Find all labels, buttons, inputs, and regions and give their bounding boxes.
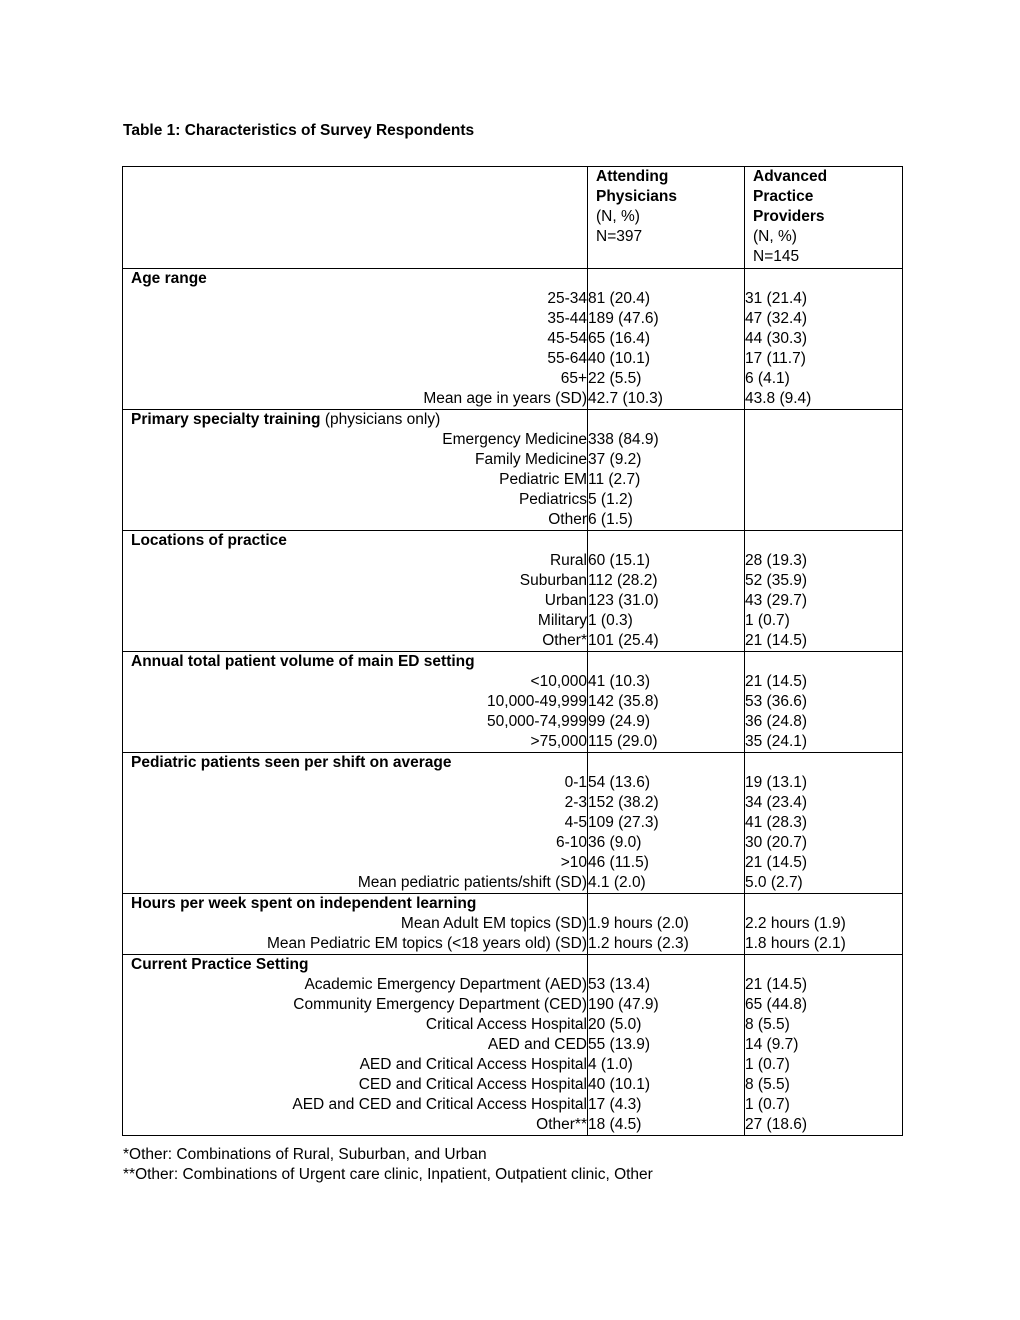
row-label: 25-34 [123, 289, 588, 309]
header-line: N=397 [596, 228, 643, 245]
advanced-practice-providers-value: 28 (19.3) [745, 551, 903, 571]
attending-physicians-value: 53 (13.4) [588, 975, 745, 995]
table-row [123, 1115, 903, 1136]
attending-physicians-value: 40 (10.1) [588, 349, 745, 369]
table-row [123, 470, 903, 490]
advanced-practice-providers-value: 34 (23.4) [745, 793, 903, 813]
advanced-practice-providers-value: 43 (29.7) [745, 591, 903, 611]
advanced-practice-providers-value: 65 (44.8) [745, 995, 903, 1015]
row-label: >10 [123, 853, 588, 873]
attending-physicians-value: 60 (15.1) [588, 551, 745, 571]
row-label: Rural [123, 551, 588, 571]
row-label: Mean age in years (SD) [123, 389, 588, 410]
section-title-cell [123, 955, 588, 976]
row-label: Mean Adult EM topics (SD) [123, 914, 588, 934]
header-attending-physicians [588, 167, 745, 269]
attending-physicians-value: 112 (28.2) [588, 571, 745, 591]
attending-physicians-value: 17 (4.3) [588, 1095, 745, 1115]
section-title-cell [123, 894, 588, 915]
table-row [123, 289, 903, 309]
advanced-practice-providers-value [745, 450, 903, 470]
section-title-text: Age range [131, 270, 207, 287]
empty-cell [745, 894, 903, 915]
advanced-practice-providers-value: 43.8 (9.4) [745, 389, 903, 410]
attending-physicians-value: 55 (13.9) [588, 1035, 745, 1055]
advanced-practice-providers-value: 21 (14.5) [745, 975, 903, 995]
empty-cell [588, 269, 745, 290]
row-label: Other [123, 510, 588, 531]
table-row [123, 712, 903, 732]
table-row [123, 773, 903, 793]
advanced-practice-providers-value: 14 (9.7) [745, 1035, 903, 1055]
advanced-practice-providers-value: 8 (5.5) [745, 1075, 903, 1095]
attending-physicians-value: 36 (9.0) [588, 833, 745, 853]
section-title-cell [123, 652, 588, 673]
section-title [123, 531, 587, 551]
attending-physicians-value: 338 (84.9) [588, 430, 745, 450]
header-line: N=145 [753, 248, 800, 265]
advanced-practice-providers-value: 27 (18.6) [745, 1115, 903, 1136]
attending-physicians-value: 5 (1.2) [588, 490, 745, 510]
row-label: Mean pediatric patients/shift (SD) [123, 873, 588, 894]
empty-cell [745, 531, 903, 552]
section-title-suffix: (physicians only) [320, 411, 441, 428]
table-row [123, 672, 903, 692]
advanced-practice-providers-value: 8 (5.5) [745, 1015, 903, 1035]
table-title: Table 1: Characteristics of Survey Respondents [123, 122, 475, 139]
section-title-row [123, 894, 903, 915]
advanced-practice-providers-value [745, 490, 903, 510]
advanced-practice-providers-value: 5.0 (2.7) [745, 873, 903, 894]
section-title-cell [123, 410, 588, 431]
attending-physicians-value: 11 (2.7) [588, 470, 745, 490]
row-label: 45-54 [123, 329, 588, 349]
table-row [123, 934, 903, 955]
empty-cell [588, 894, 745, 915]
row-label: Emergency Medicine [123, 430, 588, 450]
empty-cell [745, 269, 903, 290]
table-row [123, 813, 903, 833]
advanced-practice-providers-value: 21 (14.5) [745, 631, 903, 652]
section-title-cell [123, 269, 588, 290]
row-label: Mean Pediatric EM topics (<18 years old) (SD) [123, 934, 588, 955]
table-row [123, 995, 903, 1015]
advanced-practice-providers-value: 44 (30.3) [745, 329, 903, 349]
row-label: 35-44 [123, 309, 588, 329]
table-row [123, 450, 903, 470]
advanced-practice-providers-value: 31 (21.4) [745, 289, 903, 309]
empty-cell [745, 955, 903, 976]
empty-cell [588, 410, 745, 431]
section-title-text: Annual total patient volume of main ED setting [131, 653, 475, 670]
advanced-practice-providers-value: 6 (4.1) [745, 369, 903, 389]
advanced-practice-providers-value [745, 470, 903, 490]
respondent-characteristics-table [122, 166, 903, 1136]
advanced-practice-providers-value: 2.2 hours (1.9) [745, 914, 903, 934]
attending-physicians-value: 4.1 (2.0) [588, 873, 745, 894]
row-label: Other** [123, 1115, 588, 1136]
attending-physicians-value: 20 (5.0) [588, 1015, 745, 1035]
attending-physicians-value: 42.7 (10.3) [588, 389, 745, 410]
advanced-practice-providers-value: 53 (36.6) [745, 692, 903, 712]
row-label: Pediatric EM [123, 470, 588, 490]
empty-cell [588, 531, 745, 552]
attending-physicians-value: 109 (27.3) [588, 813, 745, 833]
table-row [123, 1095, 903, 1115]
attending-physicians-value: 152 (38.2) [588, 793, 745, 813]
attending-physicians-value: 101 (25.4) [588, 631, 745, 652]
row-label: Military [123, 611, 588, 631]
attending-physicians-value: 190 (47.9) [588, 995, 745, 1015]
row-label: 10,000-49,999 [123, 692, 588, 712]
row-label: Community Emergency Department (CED) [123, 995, 588, 1015]
section-title-row [123, 753, 903, 774]
row-label: 2-3 [123, 793, 588, 813]
row-label: Family Medicine [123, 450, 588, 470]
advanced-practice-providers-value [745, 430, 903, 450]
table-row [123, 631, 903, 652]
row-label: <10,000 [123, 672, 588, 692]
attending-physicians-value: 1 (0.3) [588, 611, 745, 631]
table-row [123, 1015, 903, 1035]
row-label: Academic Emergency Department (AED) [123, 975, 588, 995]
header-line: (N, %) [596, 208, 640, 225]
empty-cell [745, 652, 903, 673]
row-label: CED and Critical Access Hospital [123, 1075, 588, 1095]
attending-physicians-value: 1.9 hours (2.0) [588, 914, 745, 934]
table-row [123, 389, 903, 410]
advanced-practice-providers-value: 17 (11.7) [745, 349, 903, 369]
advanced-practice-providers-value: 1.8 hours (2.1) [745, 934, 903, 955]
footnote: **Other: Combinations of Urgent care clinic, Inpatient, Outpatient clinic, Other [123, 1166, 653, 1183]
attending-physicians-value: 65 (16.4) [588, 329, 745, 349]
table-row [123, 369, 903, 389]
table-row [123, 430, 903, 450]
table-row [123, 349, 903, 369]
advanced-practice-providers-value [745, 510, 903, 531]
header-line: Attending [596, 168, 669, 185]
row-label: Other* [123, 631, 588, 652]
table-row [123, 571, 903, 591]
empty-cell [745, 753, 903, 774]
table-row [123, 309, 903, 329]
header-advanced-practice-providers [745, 167, 903, 269]
row-label: 65+ [123, 369, 588, 389]
attending-physicians-value: 4 (1.0) [588, 1055, 745, 1075]
advanced-practice-providers-value: 1 (0.7) [745, 1055, 903, 1075]
section-title-row [123, 531, 903, 552]
section-title [123, 955, 587, 975]
section-title [123, 652, 587, 672]
table-body [123, 167, 903, 1136]
attending-physicians-value: 123 (31.0) [588, 591, 745, 611]
table-row [123, 853, 903, 873]
table-row [123, 873, 903, 894]
header-line: Physicians [596, 188, 677, 205]
table-row [123, 1035, 903, 1055]
table-row [123, 591, 903, 611]
attending-physicians-value: 37 (9.2) [588, 450, 745, 470]
section-title-text: Pediatric patients seen per shift on average [131, 754, 452, 771]
table-row [123, 490, 903, 510]
attending-physicians-value: 46 (11.5) [588, 853, 745, 873]
table-row [123, 914, 903, 934]
attending-physicians-value: 142 (35.8) [588, 692, 745, 712]
advanced-practice-providers-value: 35 (24.1) [745, 732, 903, 753]
advanced-practice-providers-value: 1 (0.7) [745, 611, 903, 631]
advanced-practice-providers-value: 21 (14.5) [745, 853, 903, 873]
attending-physicians-value: 22 (5.5) [588, 369, 745, 389]
row-label: Urban [123, 591, 588, 611]
table-row [123, 1055, 903, 1075]
footnotes [123, 1145, 653, 1185]
advanced-practice-providers-value: 52 (35.9) [745, 571, 903, 591]
table-row [123, 692, 903, 712]
attending-physicians-value: 1.2 hours (2.3) [588, 934, 745, 955]
advanced-practice-providers-value: 19 (13.1) [745, 773, 903, 793]
attending-physicians-value: 54 (13.6) [588, 773, 745, 793]
advanced-practice-providers-value: 21 (14.5) [745, 672, 903, 692]
attending-physicians-value: 99 (24.9) [588, 712, 745, 732]
table-row [123, 329, 903, 349]
row-label: Suburban [123, 571, 588, 591]
footnote: *Other: Combinations of Rural, Suburban, and Urban [123, 1146, 487, 1163]
header-line: Practice [753, 188, 814, 205]
section-title [123, 753, 587, 773]
table-row [123, 1075, 903, 1095]
attending-physicians-value: 6 (1.5) [588, 510, 745, 531]
section-title-text: Current Practice Setting [131, 956, 309, 973]
row-label: 50,000-74,999 [123, 712, 588, 732]
header-empty-cell [123, 167, 588, 269]
section-title-text: Locations of practice [131, 532, 287, 549]
empty-cell [588, 955, 745, 976]
attending-physicians-value: 189 (47.6) [588, 309, 745, 329]
advanced-practice-providers-value: 41 (28.3) [745, 813, 903, 833]
section-title [123, 269, 587, 289]
row-label: AED and CED [123, 1035, 588, 1055]
section-title-row [123, 652, 903, 673]
section-title-row [123, 955, 903, 976]
attending-physicians-value: 81 (20.4) [588, 289, 745, 309]
section-title-row [123, 410, 903, 431]
section-title [123, 410, 587, 430]
section-title-cell [123, 753, 588, 774]
row-label: 0-1 [123, 773, 588, 793]
header-line: Providers [753, 208, 825, 225]
empty-cell [745, 410, 903, 431]
advanced-practice-providers-value: 30 (20.7) [745, 833, 903, 853]
attending-physicians-value: 41 (10.3) [588, 672, 745, 692]
row-label: AED and CED and Critical Access Hospital [123, 1095, 588, 1115]
section-title-cell [123, 531, 588, 552]
table-row [123, 975, 903, 995]
table-header-row [123, 167, 903, 269]
section-title [123, 894, 587, 914]
section-title-text: Primary specialty training [131, 411, 321, 428]
table-row [123, 732, 903, 753]
row-label: 4-5 [123, 813, 588, 833]
section-title-row [123, 269, 903, 290]
attending-physicians-value: 40 (10.1) [588, 1075, 745, 1095]
table-row [123, 510, 903, 531]
advanced-practice-providers-value: 47 (32.4) [745, 309, 903, 329]
table-row [123, 793, 903, 813]
table-row [123, 551, 903, 571]
row-label: 6-10 [123, 833, 588, 853]
empty-cell [588, 652, 745, 673]
empty-cell [588, 753, 745, 774]
row-label: >75,000 [123, 732, 588, 753]
table-row [123, 611, 903, 631]
header-line: Advanced [753, 168, 828, 185]
section-title-text: Hours per week spent on independent learning [131, 895, 477, 912]
attending-physicians-value: 18 (4.5) [588, 1115, 745, 1136]
header-line: (N, %) [753, 228, 797, 245]
row-label: Critical Access Hospital [123, 1015, 588, 1035]
advanced-practice-providers-value: 1 (0.7) [745, 1095, 903, 1115]
attending-physicians-value: 115 (29.0) [588, 732, 745, 753]
table-row [123, 833, 903, 853]
row-label: Pediatrics [123, 490, 588, 510]
row-label: AED and Critical Access Hospital [123, 1055, 588, 1075]
advanced-practice-providers-value: 36 (24.8) [745, 712, 903, 732]
row-label: 55-64 [123, 349, 588, 369]
